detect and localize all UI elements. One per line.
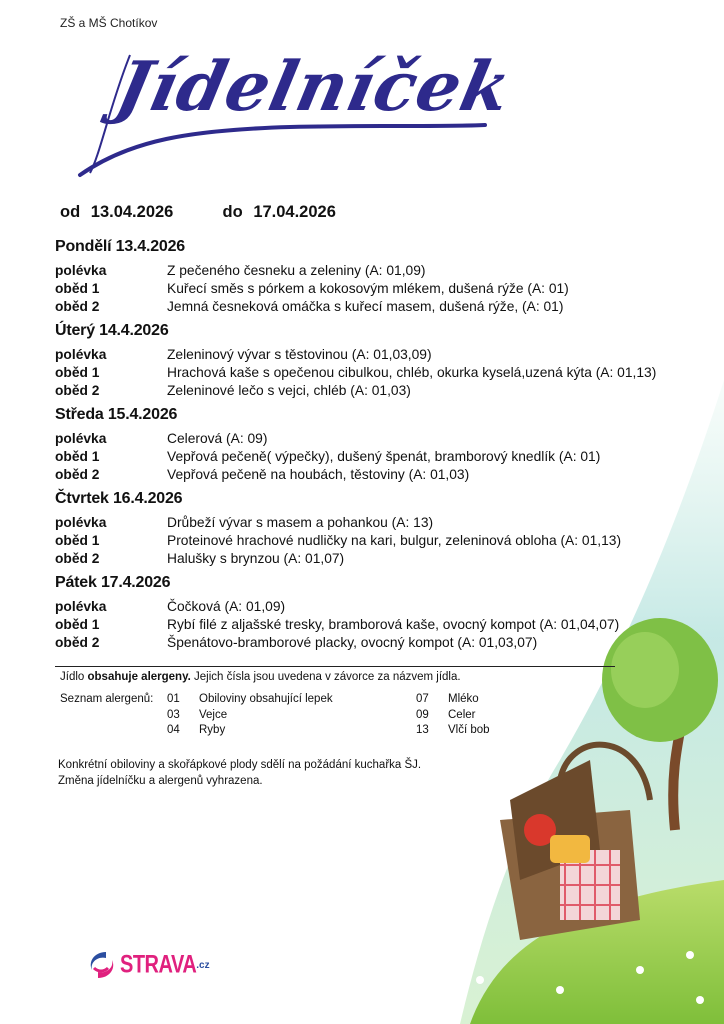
meal-type: oběd 1 <box>55 617 100 632</box>
meal-desc: Celerová (A: 09) <box>167 431 268 446</box>
strava-logo-suffix: .cz <box>196 959 210 971</box>
meal-row <box>55 532 705 550</box>
strava-logo-text: STRAVA <box>120 950 197 979</box>
day-thursday <box>55 490 705 568</box>
meal-row <box>55 346 705 364</box>
allergen-list-label: Seznam alergenů: <box>60 693 154 705</box>
meal-type: oběd 2 <box>55 383 100 398</box>
date-to: 17.04.2026 <box>253 203 336 221</box>
meal-desc: Špenátovo-bramborové placky, ovocný kompot (A: 01,03,07) <box>167 635 538 650</box>
day-wednesday <box>55 406 705 484</box>
allergen-item <box>416 708 490 724</box>
meal-desc: Rybí filé z aljašské tresky, bramborová kaše, ovocný kompot (A: 01,04,07) <box>167 617 620 632</box>
meal-desc: Drůbeží vývar s masem a pohankou (A: 13) <box>167 515 434 530</box>
meal-type: oběd 2 <box>55 551 100 566</box>
allergen-code: 09 <box>416 708 429 721</box>
meal-row <box>55 430 705 448</box>
allergen-code: 13 <box>416 724 429 736</box>
date-range <box>60 203 342 222</box>
footer-notes <box>58 757 421 789</box>
day-title: Pondělí 13.4.2026 <box>55 238 186 255</box>
date-from-label: od <box>60 203 81 221</box>
footer-line-1: Konkrétní obiloviny a skořápkové plody sdělí na požádání kuchařka ŠJ. <box>58 759 422 771</box>
meal-desc: Kuřecí směs s pórkem a kokosovým mlékem, dušená rýže (A: 01) <box>167 281 569 296</box>
allergen-note-suffix: Jejich čísla jsou uvedena v závorce za názvem jídla. <box>190 671 461 683</box>
meal-desc: Halušky s brynzou (A: 01,07) <box>167 551 345 566</box>
allergen-code: 03 <box>167 708 180 721</box>
meal-type: oběd 1 <box>55 449 100 464</box>
meal-desc: Proteinové hrachové nudličky na kari, bulgur, zeleninová obloha (A: 01,13) <box>167 533 622 548</box>
divider <box>55 666 615 667</box>
meal-row <box>55 382 705 400</box>
allergen-item <box>167 723 333 739</box>
allergen-name: Vejce <box>199 708 228 721</box>
meal-row <box>55 550 705 568</box>
meal-type: oběd 1 <box>55 533 100 548</box>
meal-desc: Jemná česneková omáčka s kuřecí masem, dušená rýže, (A: 01) <box>167 299 564 314</box>
allergen-code: 04 <box>167 724 180 736</box>
allergen-name: Ryby <box>199 724 226 736</box>
meal-row <box>55 634 705 652</box>
allergen-item <box>167 708 333 724</box>
day-title: Pátek 17.4.2026 <box>55 574 171 591</box>
footer-line-2: Změna jídelníčku a alergenů vyhrazena. <box>58 775 263 787</box>
meal-row <box>55 598 705 616</box>
allergen-column-2 <box>416 692 490 739</box>
day-title: Středa 15.4.2026 <box>55 406 178 423</box>
strava-logo-icon <box>88 950 116 980</box>
meal-row <box>55 616 705 634</box>
meal-type: oběd 2 <box>55 299 100 314</box>
meal-desc: Čočková (A: 01,09) <box>167 599 286 614</box>
meal-desc: Vepřová pečeně( výpečky), dušený špenát, bramborový knedlík (A: 01) <box>167 449 601 464</box>
meal-row <box>55 298 705 316</box>
strava-logo <box>88 950 210 980</box>
allergen-item <box>167 692 333 708</box>
allergen-note-bold: obsahuje alergeny. <box>87 671 191 683</box>
day-title: Čtvrtek 16.4.2026 <box>55 490 183 507</box>
meal-type: oběd 2 <box>55 635 100 650</box>
meal-type: oběd 2 <box>55 467 100 482</box>
allergen-name: Mléko <box>448 693 479 705</box>
meal-type: polévka <box>55 347 107 362</box>
allergen-code: 07 <box>416 693 429 705</box>
meal-row <box>55 280 705 298</box>
allergen-note <box>60 671 461 683</box>
day-title: Úterý 14.4.2026 <box>55 322 169 339</box>
meal-desc: Hrachová kaše s opečenou cibulkou, chléb, okurka kyselá,uzená kýta (A: 01,13) <box>167 365 657 380</box>
meal-row <box>55 448 705 466</box>
meal-row <box>55 466 705 484</box>
allergen-item <box>416 723 490 739</box>
allergen-code: 01 <box>167 693 180 705</box>
allergen-name: Vlčí bob <box>448 724 490 736</box>
school-name: ZŠ a MŠ Chotíkov <box>60 16 158 30</box>
meal-type: polévka <box>55 515 107 530</box>
meal-desc: Z pečeného česneku a zeleniny (A: 01,09) <box>167 263 426 278</box>
allergen-name: Obiloviny obsahující lepek <box>199 693 333 705</box>
meal-type: polévka <box>55 263 107 278</box>
page-title <box>70 45 519 185</box>
day-tuesday <box>55 322 705 400</box>
date-from: 13.04.2026 <box>90 203 174 221</box>
meal-row <box>55 262 705 280</box>
menu-days <box>55 238 705 658</box>
allergen-name: Celer <box>448 708 476 721</box>
allergen-item <box>416 692 490 708</box>
meal-row <box>55 514 705 532</box>
meal-desc: Zeleninové lečo s vejci, chléb (A: 01,03) <box>167 383 411 398</box>
allergen-note-prefix: Jídlo <box>60 671 88 683</box>
meal-type: oběd 1 <box>55 365 100 380</box>
title-text: Jídelníček <box>109 47 519 127</box>
allergen-column-1 <box>167 692 333 739</box>
meal-desc: Vepřová pečeně na houbách, těstoviny (A: 01,03) <box>167 467 470 482</box>
meal-desc: Zeleninový vývar s těstovinou (A: 01,03,09) <box>167 347 432 362</box>
meal-type: oběd 1 <box>55 281 100 296</box>
day-monday <box>55 238 705 316</box>
meal-type: polévka <box>55 599 107 614</box>
day-friday <box>55 574 705 652</box>
meal-row <box>55 364 705 382</box>
meal-type: polévka <box>55 431 107 446</box>
date-to-label: do <box>222 203 243 221</box>
